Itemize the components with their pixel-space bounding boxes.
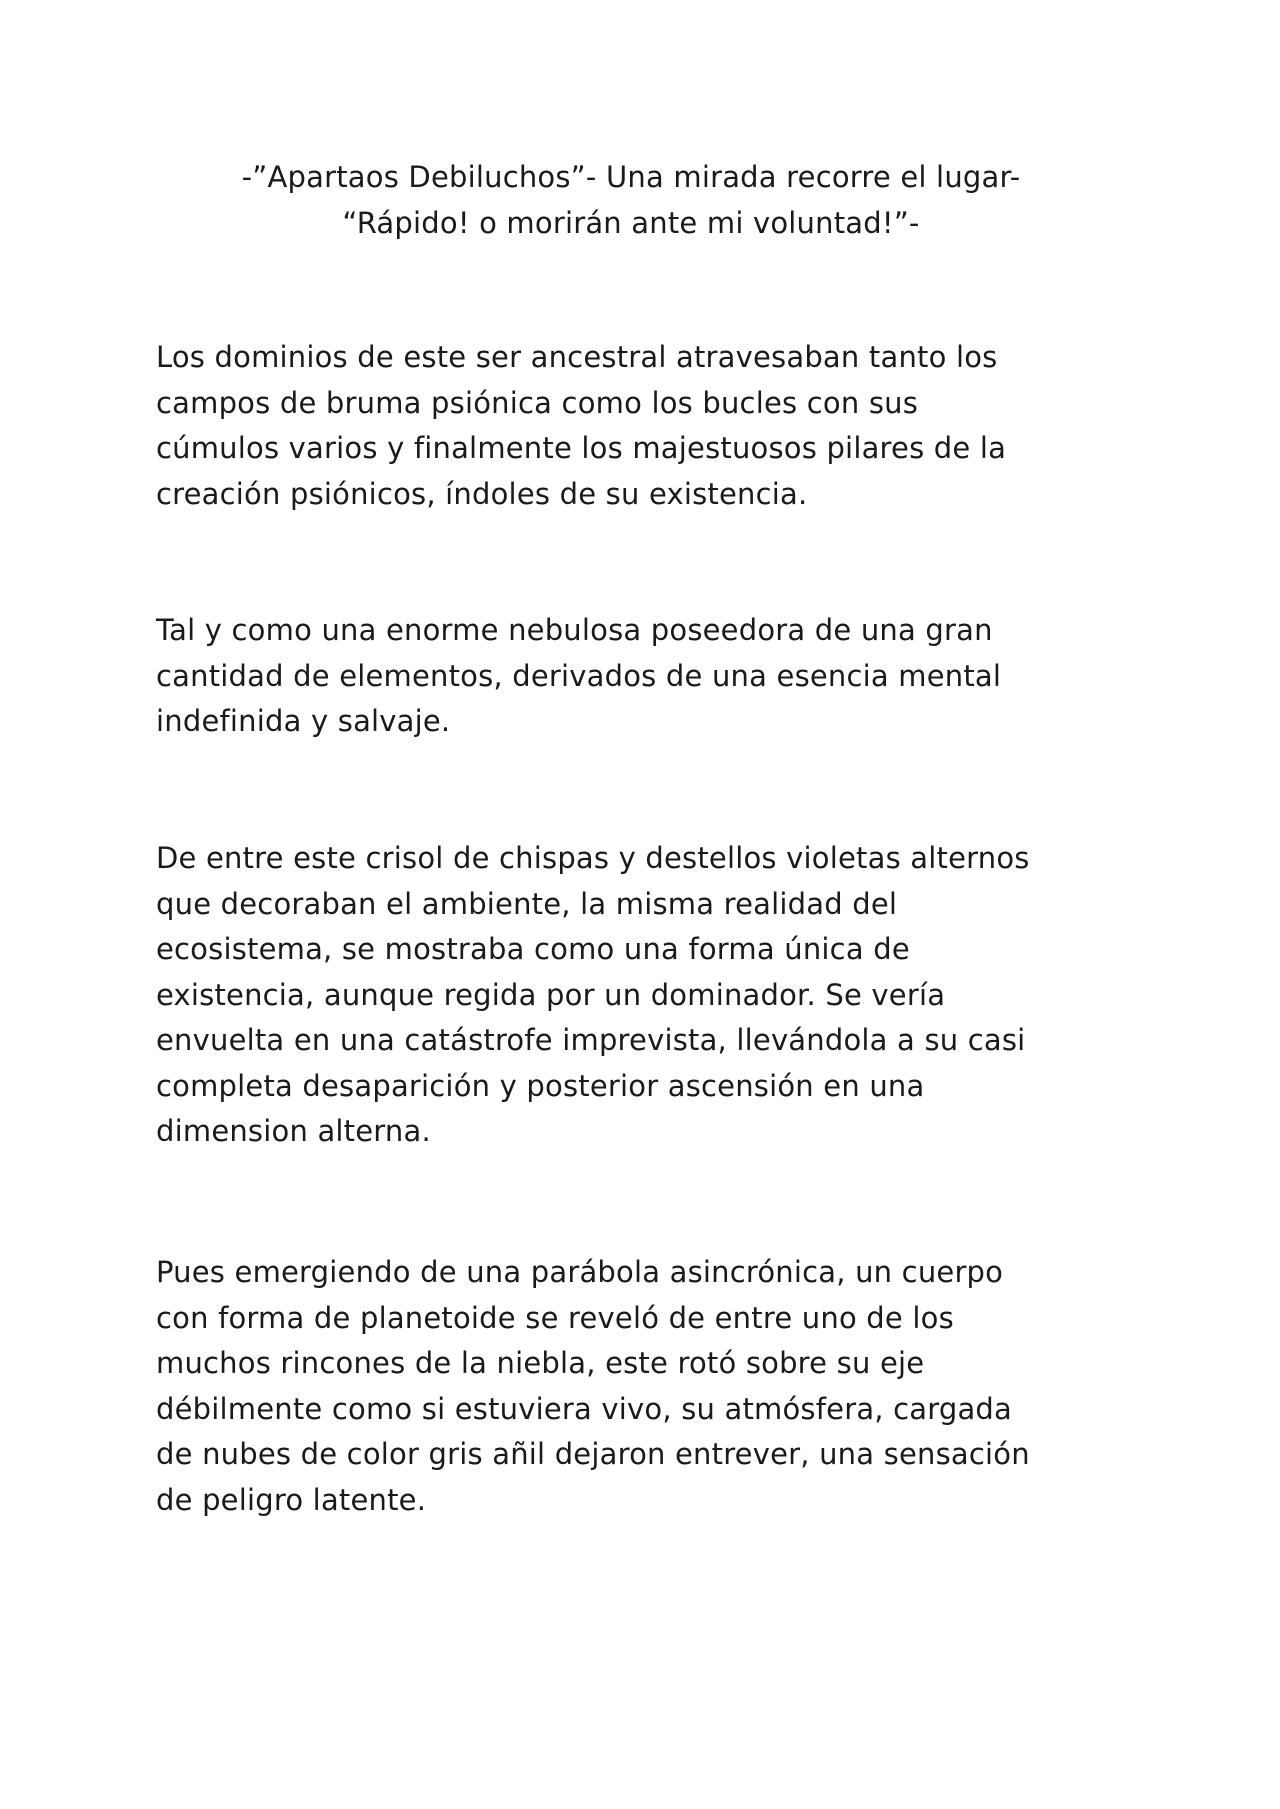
text-line: Los dominios de este ser ancestral atravesaban tanto los [156, 340, 998, 374]
text-line: existencia, aunque regida por un dominador. Se vería [156, 977, 946, 1012]
text-line: con forma de planetoide se reveló de entre uno de los [156, 1300, 954, 1335]
text-line: de peligro latente. [156, 1482, 427, 1517]
text-line: ecosistema, se mostraba como una forma única de [156, 932, 910, 966]
text-line: campos de bruma psiónica como los bucles con sus [156, 385, 919, 420]
paragraph-4 [156, 1250, 1146, 1523]
paragraph-3 [156, 836, 1146, 1155]
text-line: indefinida y salvaje. [156, 704, 451, 738]
paragraph-1 [156, 335, 1146, 517]
text-line: completa desaparición y posterior ascensión en una [156, 1068, 925, 1103]
epigraph [156, 154, 1106, 246]
text-line: débilmente como si estuviera vivo, su atmósfera, cargada [156, 1391, 1013, 1426]
text-line: que decoraban el ambiente, la misma realidad del [156, 886, 898, 921]
text-line: cúmulos varios y finalmente los majestuosos pilares de la [156, 431, 1007, 465]
text-line: cantidad de elementos, derivados de una esencia mental [156, 658, 1002, 693]
text-line: de nubes de color gris añil dejaron entrever, una sensación [156, 1437, 1030, 1471]
epigraph-line: “Rápido! o morirán ante mi voluntad!”- [342, 206, 920, 240]
text-line: Pues emergiendo de una parábola asincrónica, un cuerpo [156, 1255, 1004, 1289]
text-line: De entre este crisol de chispas y destellos violetas alternos [156, 841, 1030, 875]
text-line: Tal y como una enorme nebulosa poseedora de una gran [156, 613, 993, 647]
text-line: envuelta en una catástrofe imprevista, llevándola a su casi [156, 1023, 1026, 1057]
epigraph-line: -”Apartaos Debiluchos”- Una mirada recorre el lugar- [241, 160, 1021, 194]
text-line: muchos rincones de la niebla, este rotó sobre su eje [156, 1346, 925, 1380]
text-line: dimension alterna. [156, 1114, 431, 1148]
text-line: creación psiónicos, índoles de su existencia. [156, 476, 808, 511]
paragraph-2 [156, 608, 1146, 745]
